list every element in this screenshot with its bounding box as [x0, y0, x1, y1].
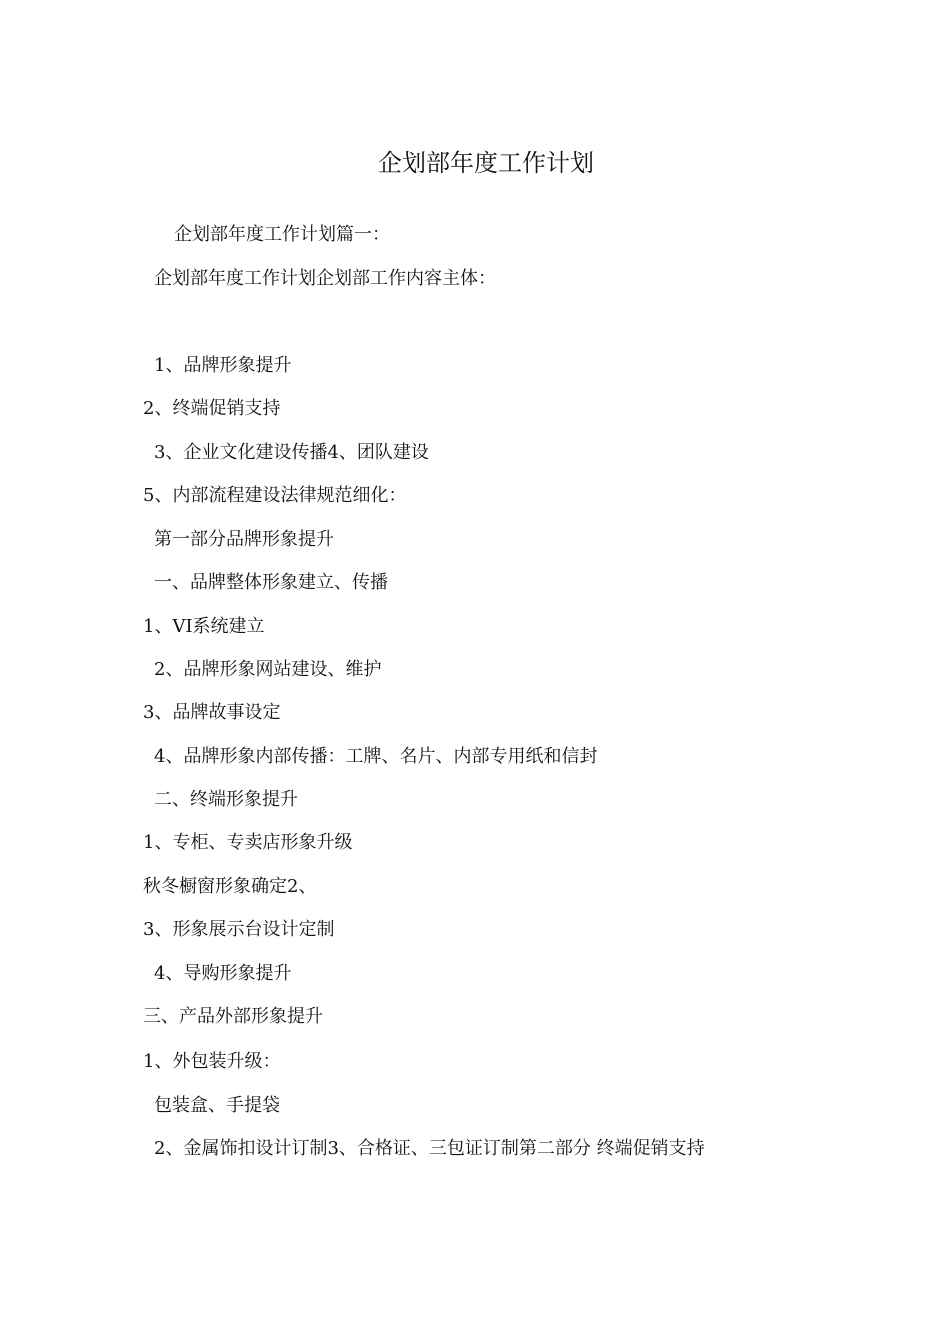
list-item: 4、导购形象提升 [154, 963, 292, 984]
paragraph-main-content: 企划部年度工作计划企划部工作内容主体： [154, 268, 496, 289]
subsection-heading: 二、终端形象提升 [154, 789, 298, 810]
list-item: 2、金属饰扣设计订制3、合格证、三包证订制第二部分 终端促销支持 [154, 1138, 705, 1159]
subsection-heading: 三、产品外部形象提升 [143, 1006, 323, 1027]
list-item: 3、企业文化建设传播4、团队建设 [154, 442, 429, 463]
list-item: 秋冬橱窗形象确定2、 [143, 876, 317, 897]
subsection-heading: 一、品牌整体形象建立、传播 [154, 572, 388, 593]
page-title: 企划部年度工作计划 [378, 149, 594, 177]
list-item: 4、品牌形象内部传播：工牌、名片、内部专用纸和信封 [154, 746, 598, 767]
list-item: 5、内部流程建设法律规范细化： [143, 485, 407, 506]
list-item: 1、品牌形象提升 [154, 355, 292, 376]
section-heading-part-one: 企划部年度工作计划篇一： [174, 224, 390, 245]
list-item: 2、终端促销支持 [143, 398, 281, 419]
list-item: 3、形象展示台设计定制 [143, 919, 335, 940]
section-heading: 第一部分品牌形象提升 [154, 529, 334, 550]
list-item: 1、VI系统建立 [143, 616, 265, 637]
list-item: 包装盒、手提袋 [154, 1095, 280, 1116]
list-item: 1、专柜、专卖店形象升级 [143, 832, 353, 853]
list-item: 2、品牌形象网站建设、维护 [154, 659, 382, 680]
list-item: 1、外包装升级： [143, 1051, 281, 1072]
list-item: 3、品牌故事设定 [143, 702, 281, 723]
